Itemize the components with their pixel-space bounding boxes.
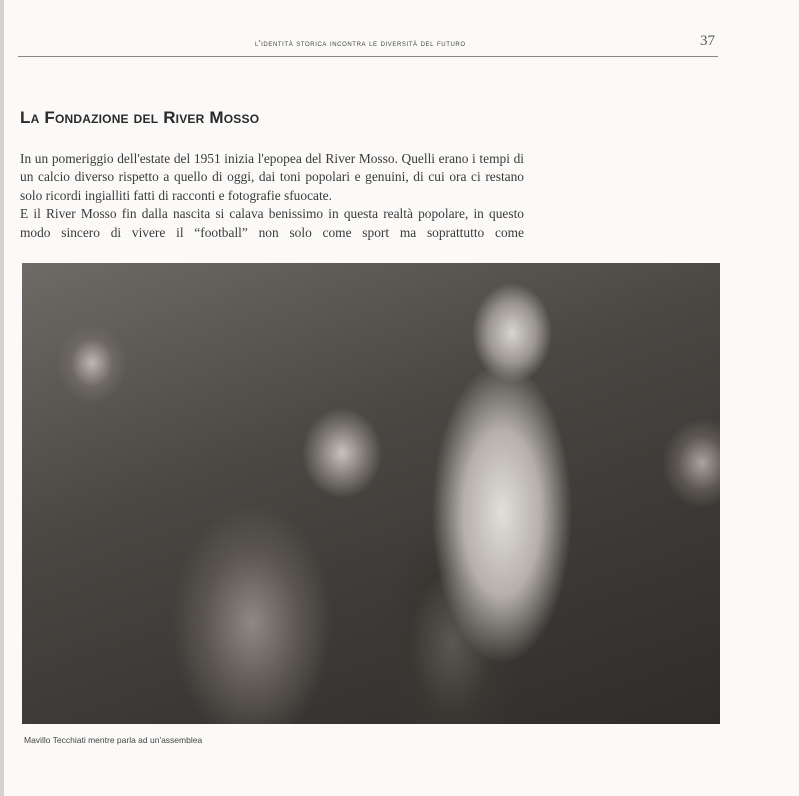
section-title: La Fondazione del River Mosso — [20, 108, 260, 127]
page-number: 37 — [700, 33, 715, 49]
running-header: l'identità storica incontra le diversità del futuro — [255, 38, 466, 48]
page-gutter — [0, 0, 4, 796]
header-rule — [18, 56, 718, 57]
body-text — [20, 150, 524, 242]
paragraph: E il River Mosso fin dalla nascita si calava benissimo in questa realtà popolare, in questo modo sincero di vivere il “football” non solo come sport ma soprattutto come — [20, 206, 524, 240]
paragraph: In un pomeriggio dell'estate del 1951 inizia l'epopea del River Mosso. Quelli erano i tempi di un calcio diverso rispetto a quello di oggi, dai toni popolari e genuini, di cui ora ci restano solo ricordi ingialliti fatti di racconti e fotografie sfuocate. — [20, 151, 524, 203]
photo-caption: Mavillo Tecchiati mentre parla ad un'assemblea — [24, 735, 203, 745]
historical-photo — [22, 263, 720, 724]
